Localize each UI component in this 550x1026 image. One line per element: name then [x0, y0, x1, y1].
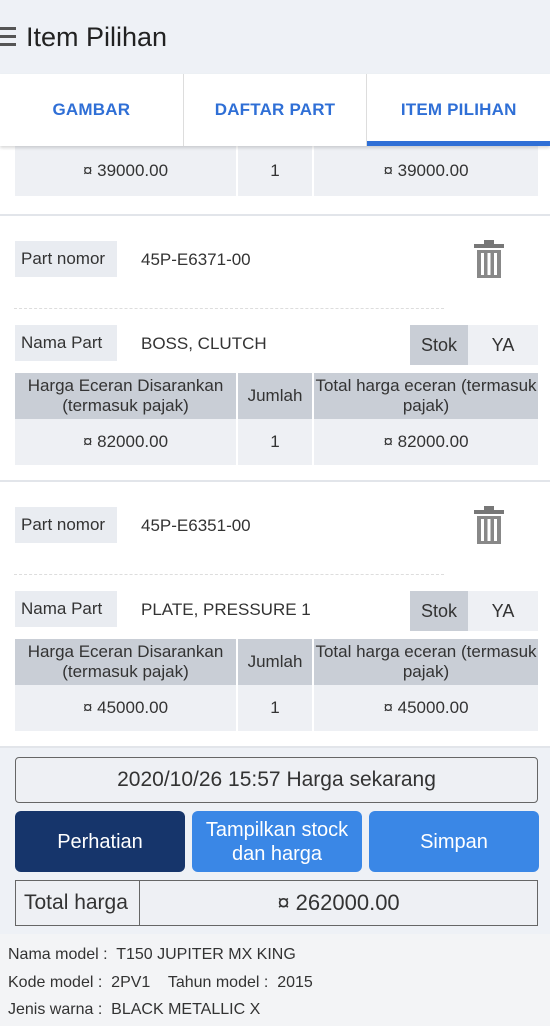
model-code-value: 2PV1 [111, 974, 151, 991]
nama-part-value: BOSS, CLUTCH [141, 334, 267, 353]
total-cell: ¤ 82000.00 [314, 419, 538, 465]
divider [14, 308, 444, 309]
perhatian-button[interactable]: Perhatian [15, 811, 185, 872]
divider [14, 574, 444, 575]
selected-items-list[interactable] [0, 146, 550, 748]
price-cell: ¤ 82000.00 [15, 419, 238, 465]
qty-header: Jumlah [238, 373, 314, 419]
price-header: Harga Eceran Disarankan (termasuk pajak) [15, 639, 238, 685]
save-button[interactable]: Simpan [369, 811, 539, 872]
color-label: Jenis warna : [8, 1001, 103, 1018]
tab-bar [0, 74, 550, 146]
stok-label: Stok [410, 591, 468, 631]
model-code-line [8, 974, 313, 992]
stok-value: YA [468, 325, 538, 365]
qty-header: Jumlah [238, 639, 314, 685]
stok-value: YA [468, 591, 538, 631]
total-cell: ¤ 39000.00 [314, 146, 538, 196]
show-stock-price-button[interactable]: Tampilkan stock dan harga [192, 811, 362, 872]
color-line [8, 1001, 260, 1019]
total-header: Total harga eceran (termasuk pajak) [314, 639, 538, 685]
total-price-row [15, 880, 538, 926]
total-price-label: Total harga [16, 881, 140, 925]
model-code-label: Kode model : [8, 974, 103, 991]
price-table [15, 373, 538, 465]
price-datetime-bar: 2020/10/26 15:57 Harga sekarang [15, 757, 538, 803]
model-year-label: Tahun model : [167, 974, 269, 991]
tab-item-pilihan[interactable]: ITEM PILIHAN [367, 74, 550, 146]
model-name-value: T150 JUPITER MX KING [116, 946, 296, 963]
price-header: Harga Eceran Disarankan (termasuk pajak) [15, 373, 238, 419]
part-nomor-label: Part nomor [15, 241, 117, 277]
list-item [0, 482, 550, 748]
total-header: Total harga eceran (termasuk pajak) [314, 373, 538, 419]
trash-icon[interactable] [474, 506, 504, 544]
price-table [15, 639, 538, 731]
qty-cell: 1 [238, 419, 314, 465]
model-name-line [8, 946, 296, 964]
hamburger-menu-icon[interactable] [0, 27, 16, 49]
color-value: BLACK METALLIC X [111, 1001, 261, 1018]
model-info [0, 934, 550, 1026]
price-cell: ¤ 45000.00 [15, 685, 238, 731]
model-year-value: 2015 [277, 974, 313, 991]
tab-daftar-part[interactable]: DAFTAR PART [184, 74, 368, 146]
bottom-panel [0, 748, 550, 934]
nama-part-label: Nama Part [15, 325, 117, 361]
app-bar [0, 0, 550, 74]
qty-cell: 1 [238, 685, 314, 731]
total-cell: ¤ 45000.00 [314, 685, 538, 731]
nama-part-label: Nama Part [15, 591, 117, 627]
list-item [0, 216, 550, 482]
list-item-partial [0, 146, 550, 216]
page-title: Item Pilihan [26, 22, 168, 52]
total-price-value: ¤ 262000.00 [140, 881, 537, 925]
part-nomor-label: Part nomor [15, 507, 117, 543]
model-name-label: Nama model : [8, 946, 108, 963]
trash-icon[interactable] [474, 240, 504, 278]
stok-label: Stok [410, 325, 468, 365]
part-nomor-value: 45P-E6371-00 [141, 250, 251, 269]
qty-cell: 1 [238, 146, 314, 196]
nama-part-value: PLATE, PRESSURE 1 [141, 600, 311, 619]
tab-gambar[interactable]: GAMBAR [0, 74, 184, 146]
price-cell: ¤ 39000.00 [15, 146, 238, 196]
part-nomor-value: 45P-E6351-00 [141, 516, 251, 535]
